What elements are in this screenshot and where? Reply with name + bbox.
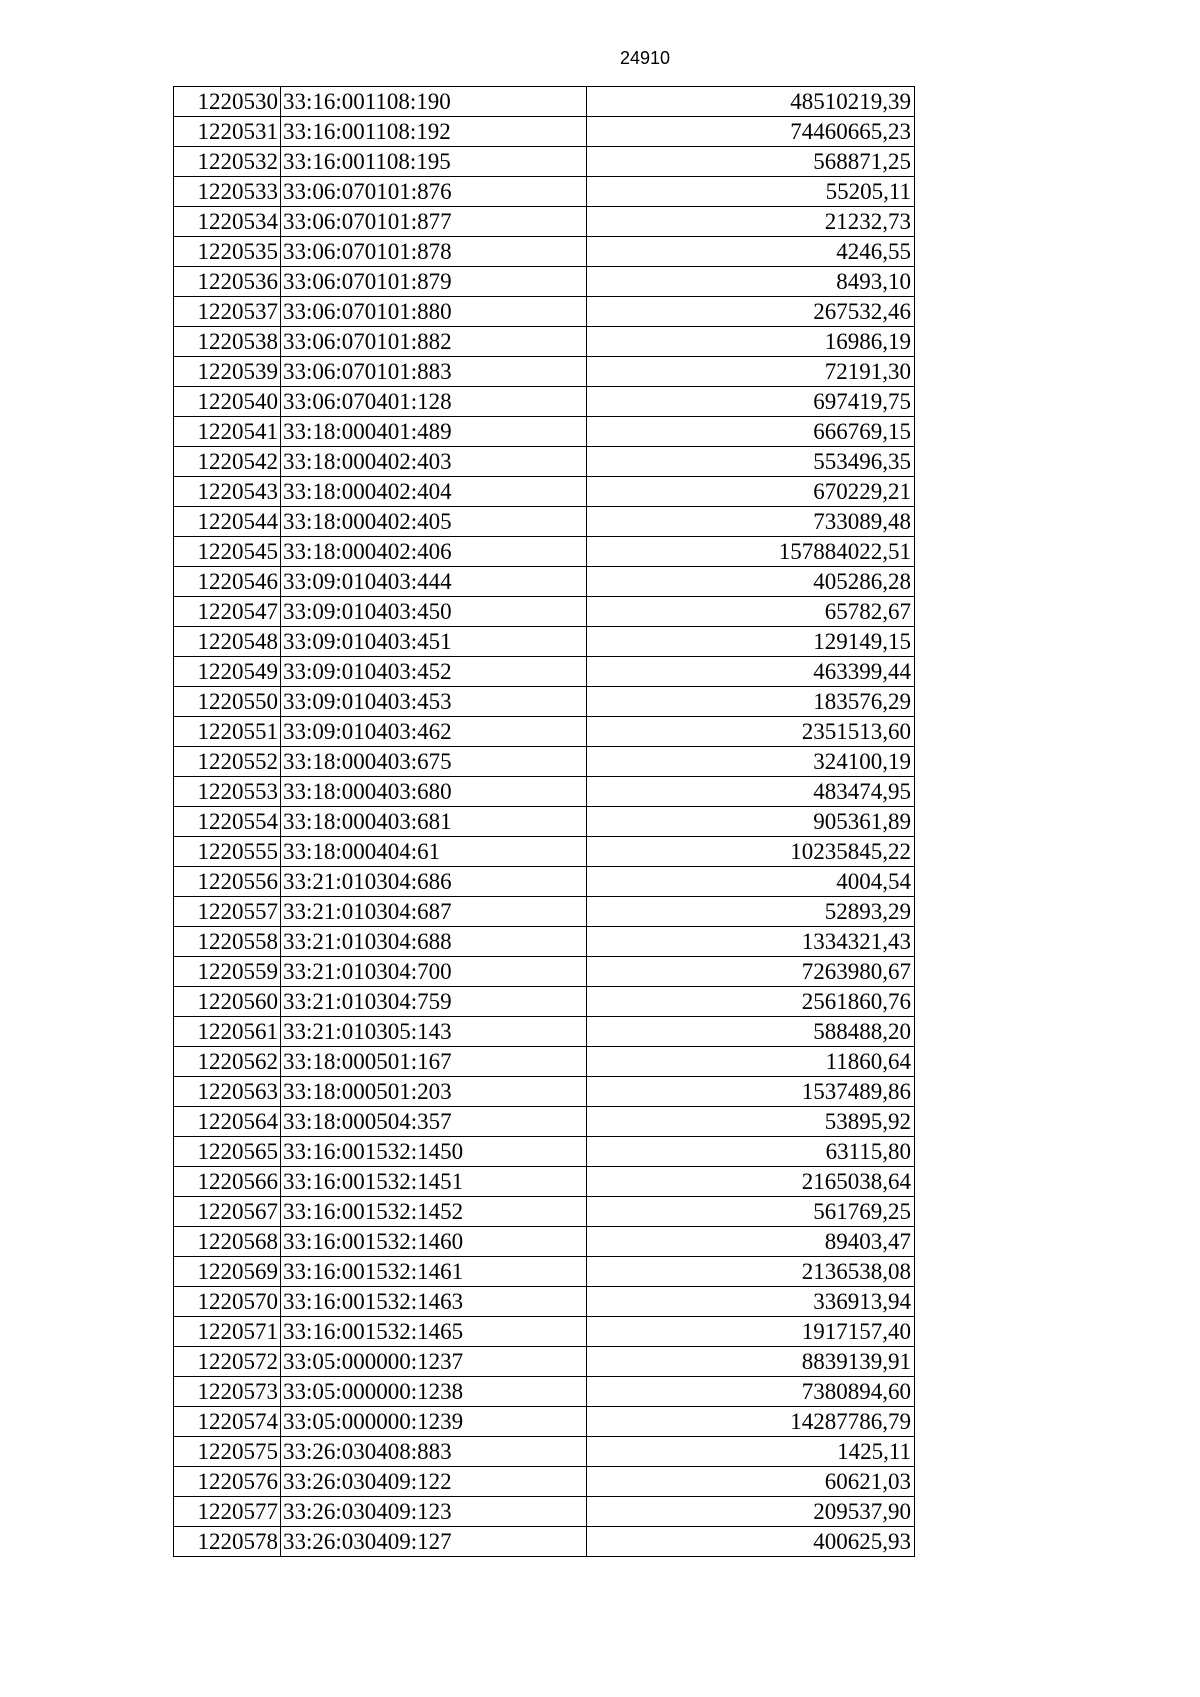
table-row (174, 387, 915, 417)
value-cell: 89403,47 (586, 1227, 914, 1257)
table-row (174, 1107, 915, 1137)
cadastral-number-cell: 33:21:010305:143 (280, 1017, 586, 1047)
row-id-cell: 1220578 (174, 1527, 281, 1557)
row-id-cell: 1220533 (174, 177, 281, 207)
value-cell: 53895,92 (586, 1107, 914, 1137)
cadastral-number-cell: 33:21:010304:686 (280, 867, 586, 897)
value-cell: 733089,48 (586, 507, 914, 537)
row-id-cell: 1220534 (174, 207, 281, 237)
cadastral-number-cell: 33:18:000404:61 (280, 837, 586, 867)
table-row (174, 447, 915, 477)
table-row (174, 147, 915, 177)
table-row (174, 717, 915, 747)
table-row (174, 1377, 915, 1407)
value-cell: 666769,15 (586, 417, 914, 447)
cadastral-number-cell: 33:09:010403:450 (280, 597, 586, 627)
value-cell: 7380894,60 (586, 1377, 914, 1407)
table-row (174, 177, 915, 207)
cadastral-number-cell: 33:16:001532:1465 (280, 1317, 586, 1347)
row-id-cell: 1220555 (174, 837, 281, 867)
cadastral-number-cell: 33:05:000000:1239 (280, 1407, 586, 1437)
row-id-cell: 1220539 (174, 357, 281, 387)
row-id-cell: 1220560 (174, 987, 281, 1017)
cadastral-number-cell: 33:16:001108:195 (280, 147, 586, 177)
row-id-cell: 1220543 (174, 477, 281, 507)
row-id-cell: 1220553 (174, 777, 281, 807)
cadastral-number-cell: 33:21:010304:688 (280, 927, 586, 957)
value-cell: 11860,64 (586, 1047, 914, 1077)
table-row (174, 1287, 915, 1317)
value-cell: 209537,90 (586, 1497, 914, 1527)
value-cell: 16986,19 (586, 327, 914, 357)
table-row (174, 1497, 915, 1527)
table-row (174, 1047, 915, 1077)
table-row (174, 747, 915, 777)
table-row (174, 957, 915, 987)
table-row (174, 1467, 915, 1497)
cadastral-number-cell: 33:18:000402:403 (280, 447, 586, 477)
cadastral-number-cell: 33:06:070101:877 (280, 207, 586, 237)
table-row (174, 297, 915, 327)
cadastral-number-cell: 33:09:010403:451 (280, 627, 586, 657)
table-row (174, 1407, 915, 1437)
cadastral-number-cell: 33:16:001532:1460 (280, 1227, 586, 1257)
table-row (174, 567, 915, 597)
cadastral-number-cell: 33:16:001532:1463 (280, 1287, 586, 1317)
cadastral-number-cell: 33:16:001532:1461 (280, 1257, 586, 1287)
cadastral-number-cell: 33:09:010403:462 (280, 717, 586, 747)
table-body (174, 87, 915, 1557)
table-row (174, 1437, 915, 1467)
table-row (174, 807, 915, 837)
row-id-cell: 1220554 (174, 807, 281, 837)
cadastral-number-cell: 33:09:010403:444 (280, 567, 586, 597)
table-row (174, 267, 915, 297)
value-cell: 10235845,22 (586, 837, 914, 867)
table-row (174, 1197, 915, 1227)
value-cell: 697419,75 (586, 387, 914, 417)
value-cell: 405286,28 (586, 567, 914, 597)
row-id-cell: 1220545 (174, 537, 281, 567)
row-id-cell: 1220550 (174, 687, 281, 717)
value-cell: 2165038,64 (586, 1167, 914, 1197)
row-id-cell: 1220548 (174, 627, 281, 657)
cadastral-number-cell: 33:26:030409:127 (280, 1527, 586, 1557)
table-row (174, 1257, 915, 1287)
table-row (174, 1137, 915, 1167)
cadastral-number-cell: 33:16:001532:1450 (280, 1137, 586, 1167)
value-cell: 463399,44 (586, 657, 914, 687)
table-row (174, 687, 915, 717)
cadastral-number-cell: 33:21:010304:700 (280, 957, 586, 987)
row-id-cell: 1220571 (174, 1317, 281, 1347)
table-row (174, 657, 915, 687)
cadastral-number-cell: 33:16:001108:192 (280, 117, 586, 147)
cadastral-number-cell: 33:16:001532:1452 (280, 1197, 586, 1227)
table-row (174, 507, 915, 537)
row-id-cell: 1220568 (174, 1227, 281, 1257)
row-id-cell: 1220547 (174, 597, 281, 627)
cadastral-number-cell: 33:06:070101:882 (280, 327, 586, 357)
table-row (174, 1167, 915, 1197)
row-id-cell: 1220535 (174, 237, 281, 267)
row-id-cell: 1220540 (174, 387, 281, 417)
value-cell: 183576,29 (586, 687, 914, 717)
cadastral-number-cell: 33:26:030409:122 (280, 1467, 586, 1497)
row-id-cell: 1220542 (174, 447, 281, 477)
row-id-cell: 1220559 (174, 957, 281, 987)
row-id-cell: 1220556 (174, 867, 281, 897)
value-cell: 1537489,86 (586, 1077, 914, 1107)
value-cell: 14287786,79 (586, 1407, 914, 1437)
row-id-cell: 1220573 (174, 1377, 281, 1407)
row-id-cell: 1220551 (174, 717, 281, 747)
row-id-cell: 1220565 (174, 1137, 281, 1167)
table-row (174, 627, 915, 657)
cadastral-number-cell: 33:18:000403:680 (280, 777, 586, 807)
table-row (174, 357, 915, 387)
table-row (174, 1317, 915, 1347)
cadastral-number-cell: 33:06:070101:880 (280, 297, 586, 327)
row-id-cell: 1220530 (174, 87, 281, 117)
row-id-cell: 1220562 (174, 1047, 281, 1077)
row-id-cell: 1220536 (174, 267, 281, 297)
table-row (174, 207, 915, 237)
value-cell: 55205,11 (586, 177, 914, 207)
table-row (174, 867, 915, 897)
table-row (174, 1017, 915, 1047)
cadastral-number-cell: 33:06:070101:878 (280, 237, 586, 267)
value-cell: 129149,15 (586, 627, 914, 657)
value-cell: 21232,73 (586, 207, 914, 237)
value-cell: 48510219,39 (586, 87, 914, 117)
table-row (174, 1227, 915, 1257)
cadastral-number-cell: 33:18:000402:405 (280, 507, 586, 537)
cadastral-number-cell: 33:16:001532:1451 (280, 1167, 586, 1197)
row-id-cell: 1220563 (174, 1077, 281, 1107)
row-id-cell: 1220546 (174, 567, 281, 597)
cadastral-number-cell: 33:16:001108:190 (280, 87, 586, 117)
table-row (174, 597, 915, 627)
registry-table (173, 86, 915, 1557)
value-cell: 65782,67 (586, 597, 914, 627)
row-id-cell: 1220532 (174, 147, 281, 177)
value-cell: 63115,80 (586, 1137, 914, 1167)
row-id-cell: 1220569 (174, 1257, 281, 1287)
value-cell: 588488,20 (586, 1017, 914, 1047)
table-row (174, 777, 915, 807)
table-row (174, 327, 915, 357)
cadastral-number-cell: 33:06:070101:879 (280, 267, 586, 297)
table-row (174, 987, 915, 1017)
cadastral-number-cell: 33:21:010304:687 (280, 897, 586, 927)
cadastral-number-cell: 33:09:010403:452 (280, 657, 586, 687)
value-cell: 60621,03 (586, 1467, 914, 1497)
value-cell: 336913,94 (586, 1287, 914, 1317)
row-id-cell: 1220567 (174, 1197, 281, 1227)
value-cell: 4246,55 (586, 237, 914, 267)
row-id-cell: 1220544 (174, 507, 281, 537)
value-cell: 1334321,43 (586, 927, 914, 957)
value-cell: 483474,95 (586, 777, 914, 807)
value-cell: 4004,54 (586, 867, 914, 897)
value-cell: 52893,29 (586, 897, 914, 927)
cadastral-number-cell: 33:26:030409:123 (280, 1497, 586, 1527)
value-cell: 670229,21 (586, 477, 914, 507)
row-id-cell: 1220558 (174, 927, 281, 957)
row-id-cell: 1220566 (174, 1167, 281, 1197)
table-row (174, 117, 915, 147)
cadastral-number-cell: 33:18:000504:357 (280, 1107, 586, 1137)
row-id-cell: 1220564 (174, 1107, 281, 1137)
cadastral-number-cell: 33:18:000402:406 (280, 537, 586, 567)
table-row (174, 477, 915, 507)
value-cell: 905361,89 (586, 807, 914, 837)
cadastral-number-cell: 33:05:000000:1238 (280, 1377, 586, 1407)
row-id-cell: 1220561 (174, 1017, 281, 1047)
value-cell: 1917157,40 (586, 1317, 914, 1347)
value-cell: 8493,10 (586, 267, 914, 297)
value-cell: 1425,11 (586, 1437, 914, 1467)
table-row (174, 1077, 915, 1107)
value-cell: 2561860,76 (586, 987, 914, 1017)
cadastral-number-cell: 33:18:000403:681 (280, 807, 586, 837)
row-id-cell: 1220570 (174, 1287, 281, 1317)
row-id-cell: 1220557 (174, 897, 281, 927)
table-row (174, 1347, 915, 1377)
row-id-cell: 1220537 (174, 297, 281, 327)
cadastral-number-cell: 33:26:030408:883 (280, 1437, 586, 1467)
table-row (174, 237, 915, 267)
cadastral-number-cell: 33:18:000403:675 (280, 747, 586, 777)
table-row (174, 837, 915, 867)
row-id-cell: 1220541 (174, 417, 281, 447)
page-number: 24910 (619, 48, 671, 68)
row-id-cell: 1220538 (174, 327, 281, 357)
table-row (174, 87, 915, 117)
table-row (174, 897, 915, 927)
table-row (174, 1527, 915, 1557)
row-id-cell: 1220572 (174, 1347, 281, 1377)
value-cell: 561769,25 (586, 1197, 914, 1227)
cadastral-number-cell: 33:18:000401:489 (280, 417, 586, 447)
cadastral-number-cell: 33:18:000501:203 (280, 1077, 586, 1107)
row-id-cell: 1220574 (174, 1407, 281, 1437)
value-cell: 2351513,60 (586, 717, 914, 747)
value-cell: 400625,93 (586, 1527, 914, 1557)
table-row (174, 927, 915, 957)
value-cell: 324100,19 (586, 747, 914, 777)
value-cell: 157884022,51 (586, 537, 914, 567)
cadastral-number-cell: 33:21:010304:759 (280, 987, 586, 1017)
value-cell: 568871,25 (586, 147, 914, 177)
value-cell: 72191,30 (586, 357, 914, 387)
table-row (174, 537, 915, 567)
value-cell: 7263980,67 (586, 957, 914, 987)
cadastral-number-cell: 33:18:000402:404 (280, 477, 586, 507)
row-id-cell: 1220575 (174, 1437, 281, 1467)
row-id-cell: 1220577 (174, 1497, 281, 1527)
value-cell: 8839139,91 (586, 1347, 914, 1377)
value-cell: 2136538,08 (586, 1257, 914, 1287)
value-cell: 267532,46 (586, 297, 914, 327)
cadastral-number-cell: 33:05:000000:1237 (280, 1347, 586, 1377)
cadastral-number-cell: 33:09:010403:453 (280, 687, 586, 717)
row-id-cell: 1220549 (174, 657, 281, 687)
table-row (174, 417, 915, 447)
row-id-cell: 1220531 (174, 117, 281, 147)
cadastral-number-cell: 33:06:070101:883 (280, 357, 586, 387)
cadastral-number-cell: 33:06:070401:128 (280, 387, 586, 417)
row-id-cell: 1220576 (174, 1467, 281, 1497)
cadastral-number-cell: 33:06:070101:876 (280, 177, 586, 207)
value-cell: 74460665,23 (586, 117, 914, 147)
value-cell: 553496,35 (586, 447, 914, 477)
cadastral-number-cell: 33:18:000501:167 (280, 1047, 586, 1077)
row-id-cell: 1220552 (174, 747, 281, 777)
